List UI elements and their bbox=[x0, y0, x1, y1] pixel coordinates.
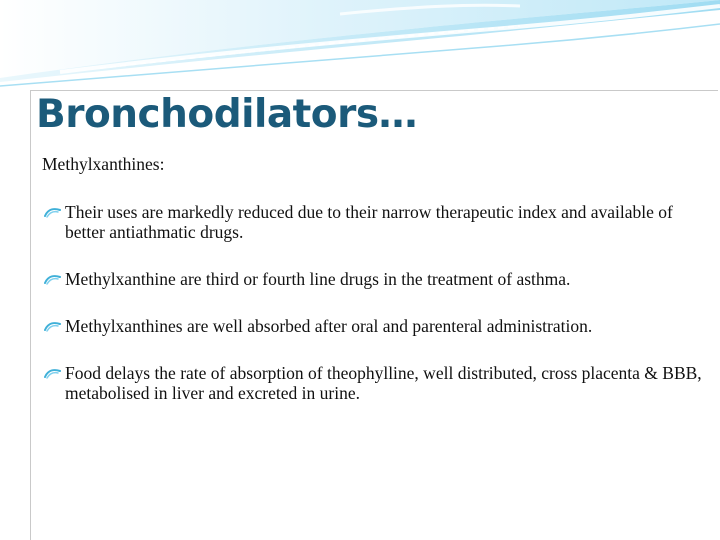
header-wave-decoration bbox=[0, 0, 720, 90]
bullet-swirl-icon bbox=[44, 368, 61, 379]
bullet-text: Food delays the rate of absorption of theophylline, well distributed, cross placenta & BBB, metabolised in liver and excreted in urine. bbox=[65, 363, 702, 403]
bullet-swirl-icon bbox=[44, 207, 61, 218]
bullet-item bbox=[42, 316, 702, 336]
bullet-item bbox=[42, 269, 702, 289]
bullet-list bbox=[42, 202, 702, 430]
section-subheading: Methylxanthines: bbox=[42, 154, 165, 174]
bullet-item bbox=[42, 202, 702, 242]
slide-title: Bronchodilators… bbox=[36, 92, 418, 137]
bullet-text: Methylxanthines are well absorbed after oral and parenteral administration. bbox=[65, 316, 593, 336]
bullet-swirl-icon bbox=[44, 274, 61, 285]
bullet-swirl-icon bbox=[44, 321, 61, 332]
bullet-item bbox=[42, 363, 702, 403]
bullet-text: Methylxanthine are third or fourth line drugs in the treatment of asthma. bbox=[65, 269, 571, 289]
bullet-text: Their uses are markedly reduced due to their narrow therapeutic index and available of better antiathmatic drugs. bbox=[65, 202, 673, 242]
